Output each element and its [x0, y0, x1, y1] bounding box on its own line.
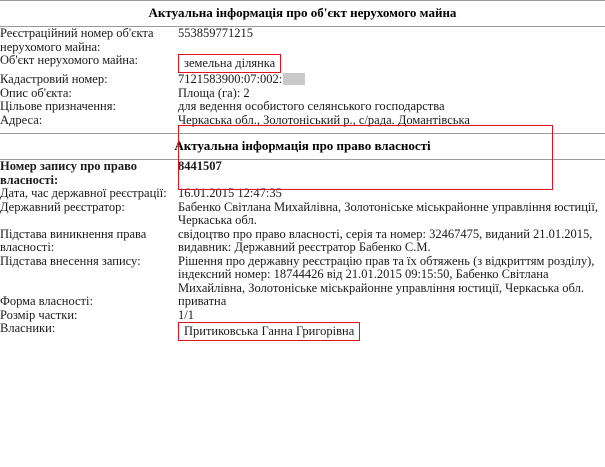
- section-title-ownership-info: Актуальна інформація про право власності: [0, 133, 605, 160]
- row-value: для ведення особистого селянського господарства: [178, 99, 445, 113]
- object-info-table: [0, 27, 605, 127]
- redaction-block: [283, 73, 305, 85]
- table-row: [0, 201, 605, 228]
- section-title-object-info: Актуальна інформація про об'єкт нерухомого майна: [0, 0, 605, 27]
- row-label: Дата, час державної реєстрації:: [0, 186, 167, 200]
- highlight-owner-name: Притиковська Ганна Григорівна: [178, 322, 360, 341]
- row-value-highlighted: [178, 54, 605, 73]
- table-row: [0, 187, 605, 201]
- row-value: Рішення про державну реєстрацію прав та їх обтяжень (з відкриттям розділу), індексний номер: 18744426 від 21.01.2015 09:15:50, Бабенко Світлана Михайлівна, Золотоніське міськрайонне управління юстиції, Черкаська обл.: [178, 253, 595, 295]
- row-label: Реєстраційний номер об'єкта нерухомого майна:: [0, 26, 154, 54]
- row-label: Форма власності:: [0, 294, 93, 308]
- table-row: [0, 228, 605, 255]
- row-value: 553859771215: [178, 26, 253, 40]
- record-number-label: Номер запису про право власності:: [0, 159, 137, 187]
- table-row: [0, 160, 605, 187]
- table-row: [0, 309, 605, 323]
- row-label: Державний реєстратор:: [0, 199, 125, 214]
- row-value: приватна: [178, 294, 227, 308]
- row-label: Підстава виникнення права власності:: [0, 226, 147, 254]
- row-value: 16.01.2015 12:47:35: [178, 186, 282, 200]
- table-row: [0, 54, 605, 73]
- highlight-object-type: земельна ділянка: [178, 54, 281, 73]
- table-row: [0, 255, 605, 296]
- row-value: Бабенко Світлана Михайлівна, Золотоніське міськрайонне управління юстиції, Черкаська обл.: [178, 199, 599, 227]
- row-value-highlighted: [178, 322, 605, 341]
- ownership-info-table: [0, 187, 605, 341]
- row-value: Черкаська обл., Золотоніський р., с/рада. Домантівська: [178, 112, 470, 127]
- table-row: [0, 322, 605, 341]
- row-value: свідоцтво про право власності, серія та номер: 32467475, виданий 21.01.2015, видавник: Державний реєстратор Бабенко С.М.: [178, 226, 593, 254]
- table-row: [0, 114, 605, 128]
- table-row: [0, 27, 605, 54]
- record-number-value: 8441507: [178, 159, 222, 173]
- table-row: [0, 87, 605, 101]
- row-label: Розмір частки:: [0, 307, 78, 322]
- row-label: Кадастровий номер:: [0, 72, 108, 86]
- record-number-table: [0, 160, 605, 187]
- row-label: Об'єкт нерухомого майна:: [0, 53, 138, 67]
- table-row: [0, 73, 605, 87]
- row-value: [178, 73, 605, 87]
- row-value: Площа (га): 2: [178, 85, 250, 100]
- row-label: Опис об'єкта:: [0, 85, 72, 100]
- cadastral-number-text: 7121583900:07:002:: [178, 72, 283, 86]
- row-value: 1/1: [178, 307, 194, 322]
- row-label: Власники:: [0, 321, 56, 335]
- row-label: Цільове призначення:: [0, 99, 116, 113]
- table-row: [0, 100, 605, 114]
- row-label: Підстава внесення запису:: [0, 253, 141, 268]
- row-label: Адреса:: [0, 112, 43, 127]
- table-row: [0, 295, 605, 309]
